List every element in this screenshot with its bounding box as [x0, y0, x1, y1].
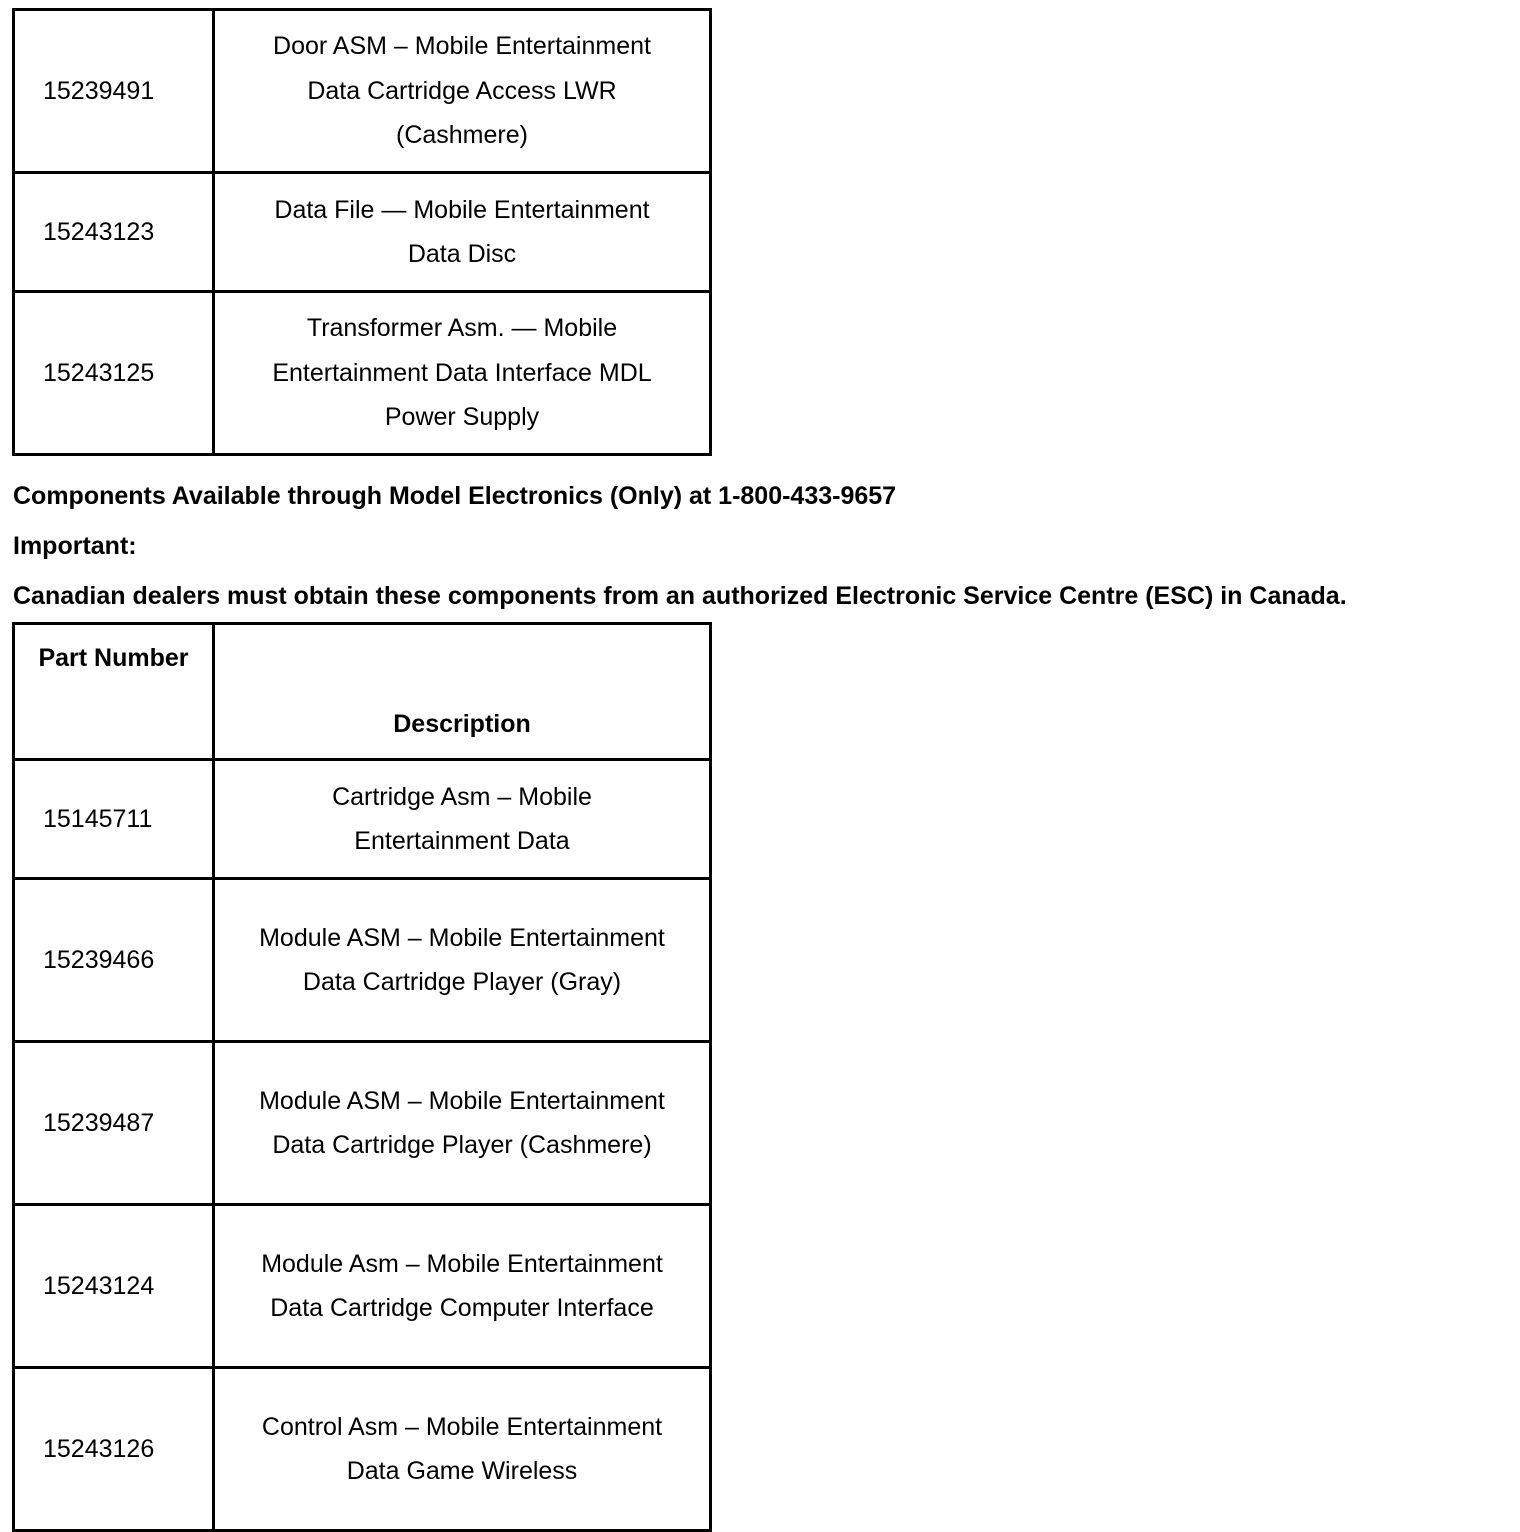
description-cell: Cartridge Asm – Mobile Entertainment Data	[214, 760, 711, 879]
table-row	[14, 173, 711, 292]
part-number-cell: 15239466	[14, 879, 214, 1042]
description-cell: Door ASM – Mobile Entertainment Data Cartridge Access LWR (Cashmere)	[214, 10, 711, 173]
part-number-cell: 15239487	[14, 1042, 214, 1205]
table-row	[14, 879, 711, 1042]
description-cell: Control Asm – Mobile Entertainment Data Game Wireless	[214, 1368, 711, 1531]
description-cell: Module ASM – Mobile Entertainment Data Cartridge Player (Cashmere)	[214, 1042, 711, 1205]
table-row	[14, 10, 711, 173]
canadian-dealers-note: Canadian dealers must obtain these components from an authorized Electronic Service Centre (ESC) in Canada.	[13, 582, 1347, 610]
description-cell: Transformer Asm. — Mobile Entertainment Data Interface MDL Power Supply	[214, 292, 711, 455]
table-row	[14, 760, 711, 879]
part-number-cell: 15243125	[14, 292, 214, 455]
description-cell: Module Asm – Mobile Entertainment Data Cartridge Computer Interface	[214, 1205, 711, 1368]
part-number-cell: 15243123	[14, 173, 214, 292]
part-number-cell: 15239491	[14, 10, 214, 173]
description-header: Description	[214, 624, 711, 760]
description-cell: Data File — Mobile Entertainment Data Disc	[214, 173, 711, 292]
parts-table-bottom	[12, 622, 712, 1532]
table-row	[14, 1042, 711, 1205]
part-number-cell: 15243124	[14, 1205, 214, 1368]
table-header-row	[14, 624, 711, 760]
part-number-header: Part Number	[14, 624, 214, 760]
table-row	[14, 292, 711, 455]
table-row	[14, 1368, 711, 1531]
description-cell: Module ASM – Mobile Entertainment Data Cartridge Player (Gray)	[214, 879, 711, 1042]
part-number-cell: 15243126	[14, 1368, 214, 1531]
parts-table-top	[12, 8, 712, 456]
table-row	[14, 1205, 711, 1368]
important-heading: Important:	[13, 532, 137, 560]
part-number-cell: 15145711	[14, 760, 214, 879]
components-availability-note: Components Available through Model Electronics (Only) at 1-800-433-9657	[13, 482, 897, 510]
